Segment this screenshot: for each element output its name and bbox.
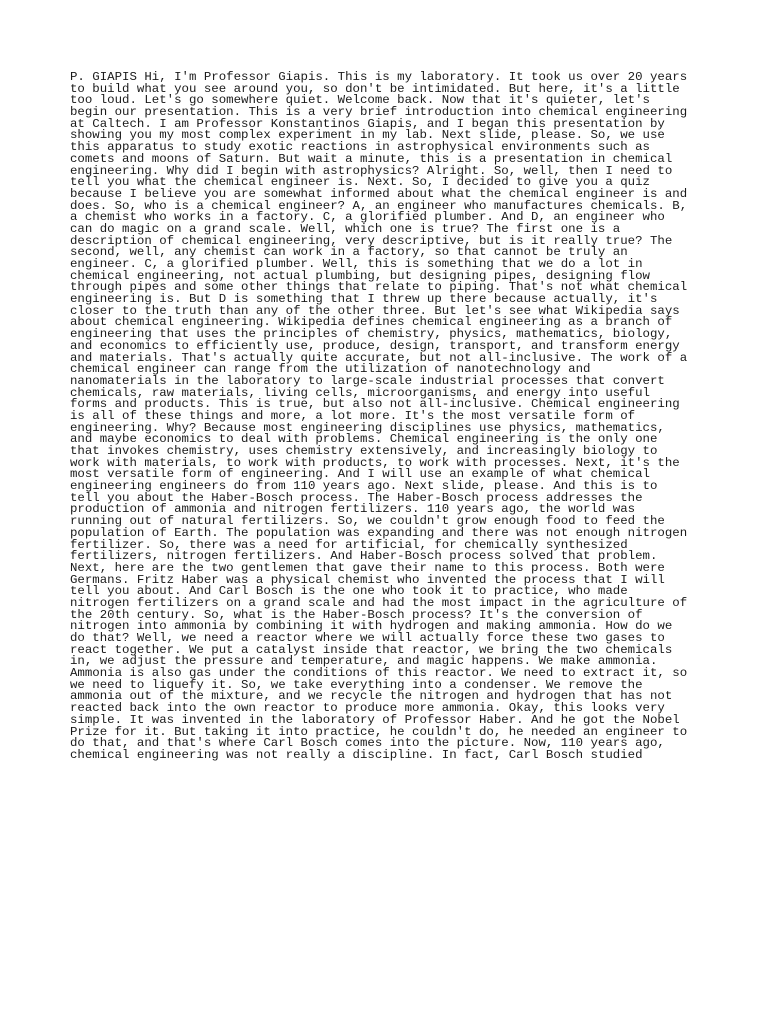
- transcript-line: forms and products. This is true, but also not all-inclusive. Chemical engineering: [70, 397, 680, 412]
- transcript-line: reacted back into the own reactor to produce more ammonia. Okay, this looks very: [70, 701, 665, 716]
- transcript-line: engineering that uses the principles of chemistry, physics, mathematics, biology,: [70, 327, 673, 342]
- transcript-line: chemical engineer can range from the utilization of nanotechnology and: [70, 362, 591, 377]
- transcript-line: comets and moons of Saturn. But wait a minute, this is a presentation in chemical: [70, 151, 673, 166]
- transcript-line: fertilizers, nitrogen fertilizers. And Haber-Bosch process solved that problem.: [70, 549, 658, 564]
- transcript-line: and maybe economics to deal with problems. Chemical engineering is the only one: [70, 432, 658, 447]
- transcript-line: tell you about the Haber-Bosch process. The Haber-Bosch process addresses the: [70, 490, 643, 505]
- transcript-line: tell you about. And Carl Bosch is the one who took it to practice, who made: [70, 584, 628, 599]
- transcript-line: we need to liquefy it. So, we take everything into a condenser. We remove the: [70, 677, 643, 692]
- transcript-line: and economics to efficiently use, produce, design, transport, and transform energy: [70, 338, 680, 353]
- transcript-line: Ammonia is also gas under the conditions of this reactor. We need to extract it, so: [70, 666, 688, 681]
- transcript-line: showing you my most complex experiment in my lab. Next slide, please. So, we use: [70, 128, 665, 143]
- transcript-line: and materials. That's actually quite accurate, but not all-inclusive. The work of a: [70, 350, 688, 365]
- transcript-line: too loud. Let's go somewhere quiet. Welcome back. Now that it's quieter, let's: [70, 93, 650, 108]
- transcript-line: this apparatus to study exotic reactions in astrophysical environments such as: [70, 140, 650, 155]
- transcript-line: nitrogen into ammonia by combining it with hydrogen and making ammonia. How do we: [70, 619, 673, 634]
- transcript-line: in, we adjust the pressure and temperature, and magic happens. We make ammonia.: [70, 654, 658, 669]
- transcript-line: description of chemical engineering, very descriptive, but is it really true? The: [70, 233, 673, 248]
- transcript-line: about chemical engineering. Wikipedia defines chemical engineering as a branch of: [70, 315, 673, 330]
- transcript-line: production of ammonia and nitrogen fertilizers. 110 years ago, the world was: [70, 502, 636, 517]
- transcript-line: react together. We put a catalyst inside that reactor, we bring the two chemicals: [70, 642, 673, 657]
- transcript-line: engineering. Why? Because most engineering disciplines use physics, mathematics,: [70, 420, 665, 435]
- transcript-line: ammonia out of the mixture, and we recycle the nitrogen and hydrogen that has not: [70, 689, 673, 704]
- transcript-line: do that? Well, we need a reactor where we will actually force these two gases to: [70, 631, 665, 645]
- transcript-line: through pipes and some other things that relate to piping. That's not what chemical: [70, 280, 688, 295]
- transcript-line: Germans. Fritz Haber was a physical chemist who invented the process that I will: [70, 572, 665, 587]
- transcript-line: population of Earth. The population was expanding and there was not enough nitrogen: [70, 525, 688, 540]
- transcript-line: do that, and that's where Carl Bosch comes into the picture. Now, 110 years ago,: [70, 736, 665, 751]
- transcript-line: most versatile form of engineering. And I will use an example of what chemical: [70, 467, 650, 482]
- transcript-line: chemical engineering was not really a discipline. In fact, Carl Bosch studied: [70, 747, 643, 762]
- transcript-line: running out of natural fertilizers. So, we couldn't grow enough food to feed the: [70, 514, 665, 529]
- transcript-line: chemical engineering, not actual plumbing, but designing pipes, designing flow: [70, 268, 650, 283]
- transcript-line: nitrogen fertilizers on a grand scale and had the most impact in the agriculture of: [70, 595, 688, 610]
- transcript-line: work with materials, to work with products, to work with processes. Next, it's the: [70, 455, 680, 470]
- transcript-line: can do magic on a grand scale. Well, which one is true? The first one is a: [70, 221, 621, 236]
- transcript-line: begin our presentation. This is a very brief introduction into chemical engineering: [70, 105, 688, 120]
- transcript-line: Prize for it. But taking it into practice, he couldn't do, he needed an engineer to: [70, 724, 688, 739]
- transcript-line: at Caltech. I am Professor Konstantinos Giapis, and I began this presentation by: [70, 116, 665, 131]
- transcript-line: is all of these things and more, a lot more. It's the most versatile form of: [70, 408, 636, 423]
- transcript-line: fertilizer. So, there was a need for artificial, for chemically synthesized: [70, 537, 628, 552]
- transcript-line: P. GIAPIS Hi, I'm Professor Giapis. This is my laboratory. It took us over 20 years: [70, 70, 688, 84]
- transcript-line: engineering engineers do from 110 years ago. Next slide, please. And this is to: [70, 479, 658, 494]
- transcript-line: simple. It was invented in the laboratory of Professor Haber. And he got the Nobel: [70, 712, 680, 727]
- transcript-line: because I believe you are somewhat informed about what the chemical engineer is and: [70, 186, 688, 201]
- transcript-line: to build what you see around you, so don't be intimidated. But here, it's a little: [70, 81, 680, 96]
- transcript-line: tell you what the chemical engineer is. Next. So, I decided to give you a quiz: [70, 175, 650, 190]
- transcript-line: engineering is. But D is something that I threw up there because actually, it's: [70, 292, 658, 307]
- transcript-line: that invokes chemistry, uses chemistry extensively, and increasingly biology to: [70, 444, 658, 458]
- transcript-line: second, well, any chemist can work in a factory, so that cannot be truly an: [70, 245, 628, 260]
- transcript-line: nanomaterials in the laboratory to large-scale industrial processes that convert: [70, 373, 665, 388]
- transcript-line: engineer. C, a glorified plumber. Well, this is something that we do a lot in: [70, 257, 643, 271]
- transcript-line: Next, here are the two gentlemen that gave their name to this process. Both were: [70, 560, 665, 575]
- transcript-line: the 20th century. So, what is the Haber-Bosch process? It's the conversion of: [70, 607, 643, 622]
- transcript-line: does. So, who is a chemical engineer? A, an engineer who manufactures chemicals. B,: [70, 198, 688, 213]
- transcript-line: closer to the truth than any of the other three. But let's see what Wikipedia says: [70, 303, 680, 318]
- transcript-line: chemicals, raw materials, living cells, microorganisms, and energy into useful: [70, 385, 650, 400]
- transcript-line: a chemist who works in a factory. C, a glorified plumber. And D, an engineer who: [70, 210, 665, 225]
- transcript-page: [70, 72, 730, 762]
- transcript-line: engineering. Why did I begin with astrophysics? Alright. So, well, then I need to: [70, 163, 673, 178]
